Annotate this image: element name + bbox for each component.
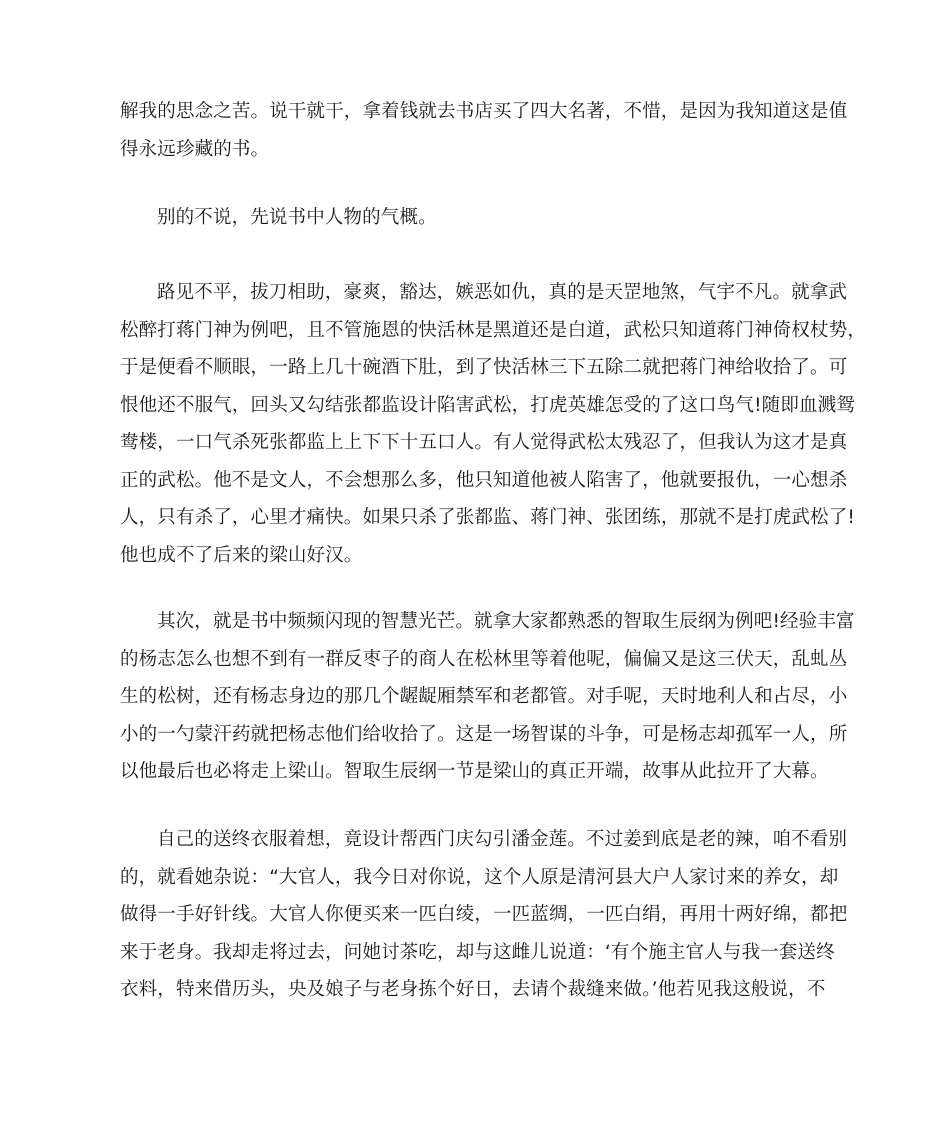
text-line: 以他最后也必将走上梁山。智取生辰纲一节是梁山的真正开端，故事从此拉开了大幕。 — [120, 761, 829, 782]
text-line: 松醉打蒋门神为例吧，且不管施恩的快活林是黑道还是白道，武松只知道蒋门神倚权杖势， — [120, 319, 867, 341]
text-line: 恨他还不服气，回头又勾结张都监设计陷害武松，打虎英雄怎受的了这口鸟气!随即血溅鸳 — [120, 394, 855, 416]
paragraph-2 — [120, 199, 830, 237]
text-line: 路见不平，拔刀相助，豪爽，豁达，嫉恶如仇，真的是天罡地煞，气宇不凡。就拿武 — [157, 282, 848, 303]
text-line: 做得一手好针线。大官人你便买来一匹白绫，一匹蓝绸，一匹白绢，再用十两好绵，都把 — [120, 904, 848, 925]
text-line: 得永远珍藏的书。 — [120, 138, 270, 160]
text-line: 衣料，特来借历头，央及娘子与老身拣个好日，去请个裁缝来做。’他若见我这般说，不 — [120, 979, 826, 1000]
paragraph-4 — [120, 603, 855, 791]
text-line: 的，就看她杂说：“大官人，我今日对你说，这个人原是清河县大户人家讨来的养女，却 — [120, 866, 839, 888]
paragraph-5 — [120, 821, 848, 1009]
text-line: 来于老身。我却走将过去，问她讨茶吃，却与这雌儿说道：‘有个施主官人与我一套送终 — [120, 941, 835, 963]
paragraph-3 — [120, 274, 867, 574]
text-line: 人，只有杀了，心里才痛快。如果只杀了张都监、蒋门神、张团练，那就不是打虎武松了! — [120, 507, 855, 528]
text-line: 他也成不了后来的梁山好汉。 — [120, 544, 363, 566]
paragraph-1 — [120, 93, 848, 168]
text-line: 自己的送终衣服着想，竟设计帮西门庆勾引潘金莲。不过姜到底是老的辣，咱不看别 — [157, 829, 848, 850]
text-line: 别的不说，先说书中人物的气概。 — [157, 207, 437, 228]
text-line: 生的松树，还有杨志身边的那几个龌龊厢禁军和老都管。对手呢，天时地利人和占尽，小 — [120, 686, 848, 707]
text-line: 其次，就是书中频频闪现的智慧光芒。就拿大家都熟悉的智取生辰纲为例吧!经验丰富 — [157, 611, 855, 632]
text-line: 正的武松。他不是文人，不会想那么多，他只知道他被人陷害了，他就要报仇，一心想杀 — [120, 469, 848, 491]
text-line: 鸯楼，一口气杀死张都监上上下下十五口人。有人觉得武松太残忍了，但我认为这才是真 — [120, 432, 848, 453]
text-line: 小的一勺蒙汗药就把杨志他们给收拾了。这是一场智谋的斗争，可是杨志却孤军一人，所 — [120, 723, 848, 745]
text-line: 解我的思念之苦。说干就干，拿着钱就去书店买了四大名著，不惜，是因为我知道这是值 — [120, 101, 848, 122]
text-line: 于是便看不顺眼，一路上几十碗酒下肚，到了快活林三下五除二就把蒋门神给收拾了。可 — [120, 357, 848, 378]
text-line: 的杨志怎么也想不到有一群反枣子的商人在松林里等着他呢，偏偏又是这三伏天，乱虬丛 — [120, 648, 848, 670]
